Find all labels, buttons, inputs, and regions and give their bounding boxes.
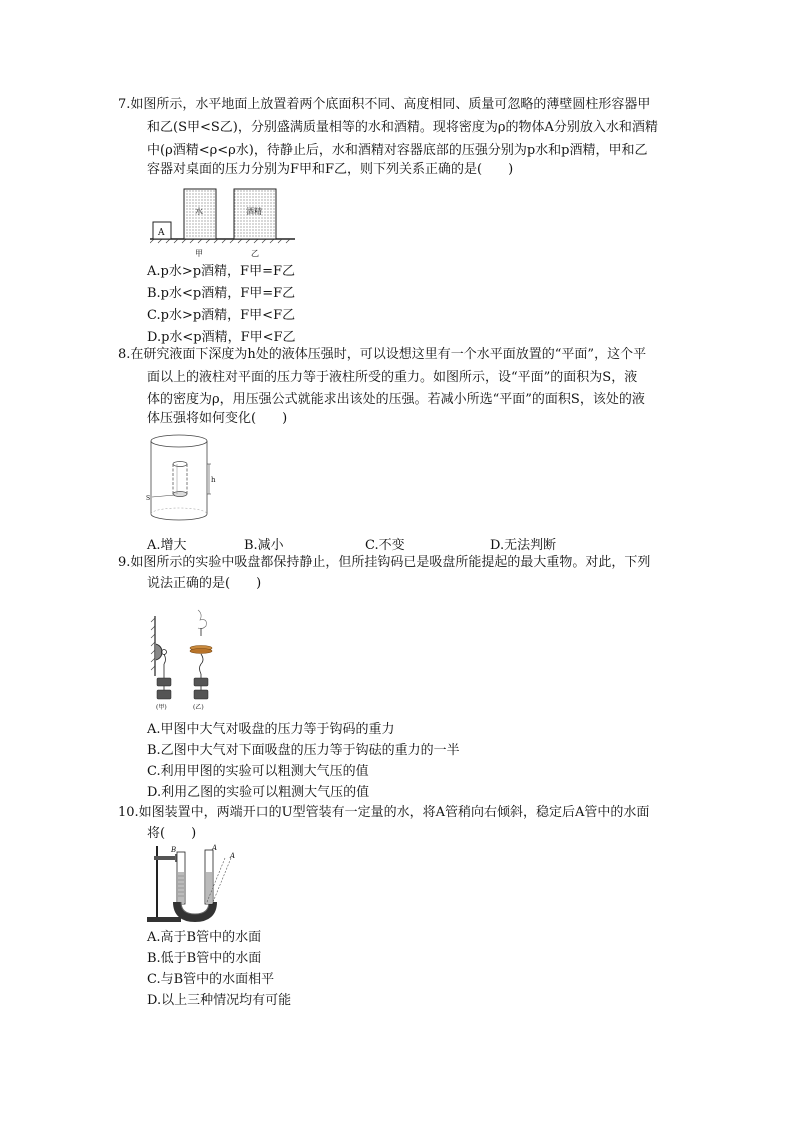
q8-option-b: B.减小 xyxy=(244,538,284,553)
q7-option-a: A.p水>p酒精，F甲=F乙 xyxy=(147,264,295,279)
q7-line-2: 和乙(S甲<S乙)，分别盛满质量相等的水和酒精。现将密度为ρ的物体A分别放入水和酒精 xyxy=(147,120,658,135)
figure-yi-caption: (乙) xyxy=(193,704,204,711)
q7-line-4: 容器对桌面的压力分别为F甲和F乙，则下列关系正确的是( ) xyxy=(147,162,514,177)
q8-line-1: 8.在研究液面下深度为h处的液体压强时，可以设想这里有一个水平面放置的“平面”，这个平 xyxy=(118,347,647,362)
q9-option-c: C.利用甲图的实验可以粗测大气压的值 xyxy=(147,764,369,779)
q10-option-b: B.低于B管中的水面 xyxy=(147,951,262,966)
q8-option-c: C.不变 xyxy=(365,538,405,553)
q10-option-c: C.与B管中的水面相平 xyxy=(147,972,275,987)
q10-line-2: 将( ) xyxy=(147,826,197,841)
q8-line-2: 面以上的液柱对平面的压力等于液柱所受的重力。如图所示，设“平面”的面积为S，液 xyxy=(147,370,638,385)
q10-figure-u-tube xyxy=(145,842,245,924)
water-label: 水 xyxy=(195,207,203,216)
q10-option-d: D.以上三种情况均有可能 xyxy=(147,993,292,1008)
q7-option-c: C.p水>p酒精，F甲<F乙 xyxy=(147,308,296,323)
block-a-label: A xyxy=(158,228,165,238)
q7-line-1: 7.如图所示，水平地面上放置着两个底面积不同、高度相同、质量可忽略的薄壁圆柱形容器甲 xyxy=(118,97,651,112)
q8-figure-cylinder xyxy=(145,432,225,527)
q7-figure-containers xyxy=(150,184,295,259)
q7-option-b: B.p水<p酒精，F甲=F乙 xyxy=(147,286,296,301)
tube-a-label-1: A xyxy=(212,844,218,852)
q9-line-1: 9.如图所示的实验中吸盘都保持静止，但所挂钩码已是吸盘所能提起的最大重物。对此，下列 xyxy=(118,555,651,570)
tube-b-label: B xyxy=(171,846,177,854)
tube-a-label-2: A xyxy=(230,852,236,860)
q9-option-a: A.甲图中大气对吸盘的压力等于钩码的重力 xyxy=(147,722,395,737)
q8-line-3: 体的密度为ρ，用压强公式就能求出该处的压强。若减小所选“平面”的面积S，该处的液 xyxy=(147,392,645,407)
q9-line-2: 说法正确的是( ) xyxy=(147,576,262,591)
q8-option-a: A.增大 xyxy=(147,538,187,553)
alcohol-label: 酒精 xyxy=(246,207,262,216)
q8-line-4: 体压强将如何变化( ) xyxy=(147,411,288,426)
depth-h-label: h xyxy=(211,476,216,484)
q7-option-d: D.p水<p酒精，F甲<F乙 xyxy=(147,330,296,345)
q9-figure-suction-cups xyxy=(148,608,223,713)
q9-option-d: D.利用乙图的实验可以粗测大气压的值 xyxy=(147,785,370,800)
q10-option-a: A.高于B管中的水面 xyxy=(147,930,262,945)
q7-line-3: 中(ρ酒精<ρ<ρ水)，待静止后，水和酒精对容器底部的压强分别为p水和p酒精，甲和乙 xyxy=(147,143,648,158)
q8-option-d: D.无法判断 xyxy=(490,538,557,553)
q9-option-b: B.乙图中大气对下面吸盘的压力等于钩砝的重力的一半 xyxy=(147,743,460,758)
container-yi-label: 乙 xyxy=(251,249,259,258)
figure-jia-caption: (甲) xyxy=(156,704,167,711)
area-s-label: S xyxy=(146,495,151,502)
q10-line-1: 10.如图装置中，两端开口的U型管装有一定量的水，将A管稍向右倾斜，稳定后A管中的水面 xyxy=(118,805,650,820)
container-jia-label: 甲 xyxy=(195,249,203,258)
